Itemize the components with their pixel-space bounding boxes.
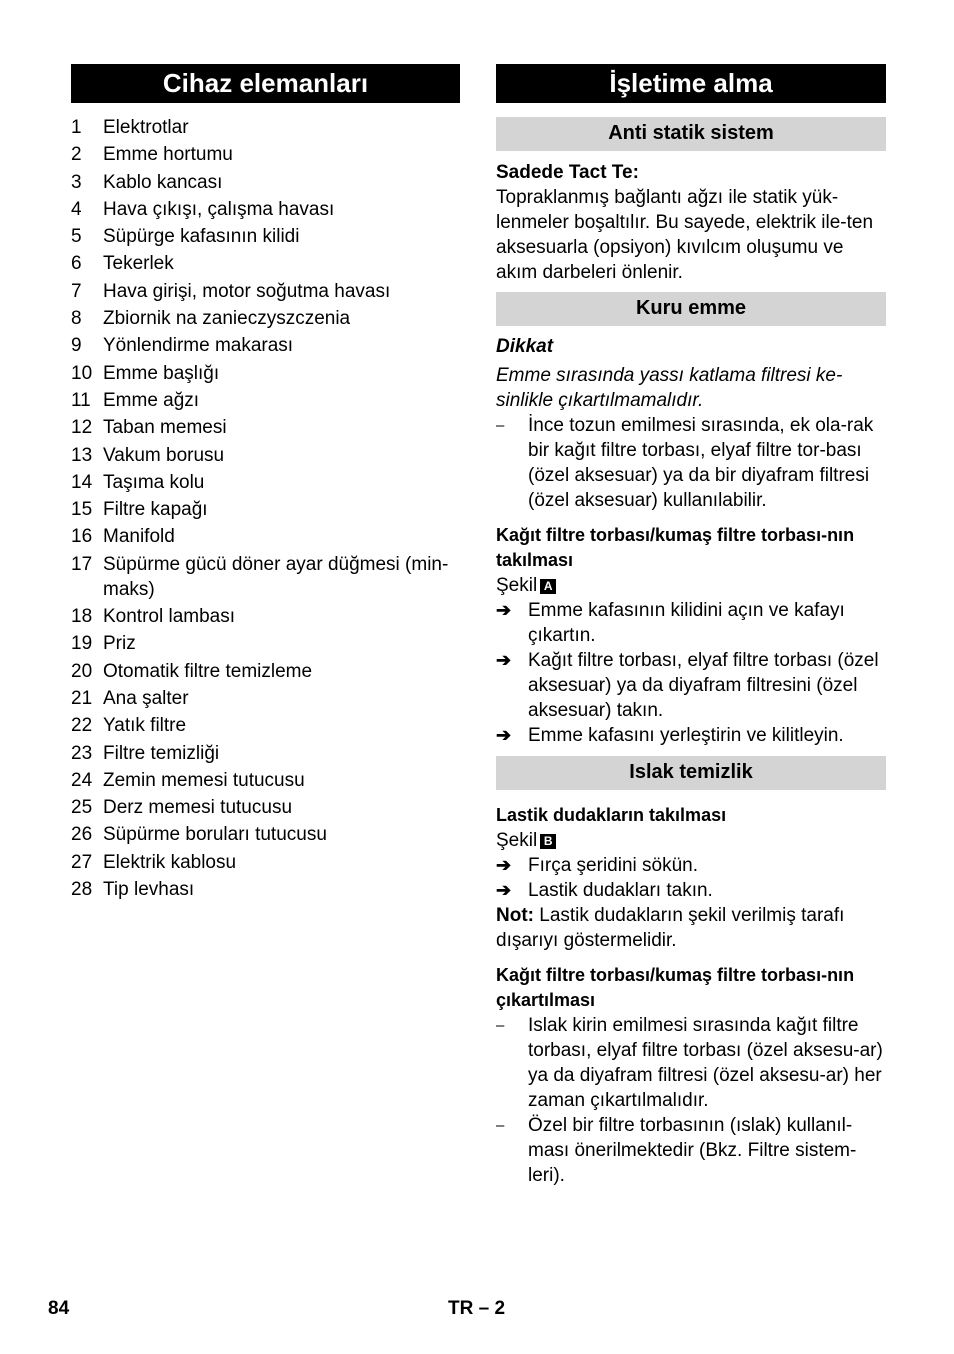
subsection-dry-vacuuming: Kuru emme	[496, 292, 886, 326]
list-item	[71, 768, 460, 793]
figure-label: Şekil	[496, 575, 538, 596]
list-item	[71, 822, 460, 847]
item-label: Süpürme gücü döner ayar düğmesi (min-maks)	[103, 553, 449, 600]
list-item	[71, 443, 460, 468]
step-item-text: Emme kafasını yerleştirin ve kilitleyin.	[528, 725, 844, 746]
parts-list	[71, 115, 460, 902]
item-label: Emme ağzı	[103, 389, 200, 411]
list-item	[71, 197, 460, 222]
item-label: Hava çıkışı, çalışma havası	[103, 198, 335, 220]
note-label: Not:	[496, 905, 534, 926]
item-label: Filtre kapağı	[103, 499, 208, 521]
step-item	[496, 853, 886, 878]
caution-text: Emme sırasında yassı katlama filtresi ke-sinlikle çıkartılmamalıdır.	[496, 365, 843, 411]
section-title-commissioning: İşletime alma	[496, 64, 886, 103]
subsection-wet-cleaning: Islak temizlik	[496, 756, 886, 790]
item-number: 27	[71, 851, 93, 873]
item-number: 7	[71, 280, 82, 302]
list-item	[71, 686, 460, 711]
item-number: 15	[71, 499, 93, 521]
subsection-antistatic: Anti statik sistem	[496, 117, 886, 151]
list-item	[71, 497, 460, 522]
item-number: 6	[71, 253, 82, 275]
antistatic-text: Topraklanmış bağlantı ağzı ile statik yük-lenmeler boşaltılır. Bu sayede, elektrik ile-ten aksesuarla (opsiyon) kıvılcım oluşumu ve akım darbeleri önlenir.	[496, 187, 874, 283]
caution-label: Dikkat	[496, 336, 554, 357]
dash-text: İnce tozun emilmesi sırasında, ek ola-rak bir kağıt filtre torbası, elyaf filtre tor-bası (özel aksesuar) ya da bir diyafram filtresi (özel aksesuar) kullanılabilir.	[528, 415, 874, 511]
arrow-icon: ➔	[496, 725, 512, 745]
dash-marker: –	[496, 417, 505, 434]
item-number: 23	[71, 742, 93, 764]
dash-marker: –	[496, 1117, 505, 1134]
item-label: Ana şalter	[103, 687, 189, 709]
dash-marker: –	[496, 1017, 505, 1034]
list-item	[71, 251, 460, 276]
section-title-device-parts: Cihaz elemanları	[71, 64, 460, 103]
list-item	[71, 850, 460, 875]
dash-item-text: Islak kirin emilmesi sırasında kağıt filtre torbası, elyaf filtre torbası (özel aksesu-ar) ya da diyafram filtresi (özel aksesu-ar) her zaman çıkartılmalıdır.	[528, 1015, 883, 1111]
item-number: 19	[71, 633, 93, 655]
list-item	[71, 470, 460, 495]
item-number: 24	[71, 769, 93, 791]
antistatic-label: Sadede Tact Te:	[496, 162, 639, 183]
item-label: Yönlendirme makarası	[103, 335, 294, 357]
dash-item	[496, 1113, 886, 1188]
removal-notes	[496, 1013, 886, 1188]
figure-b-badge: B	[540, 834, 556, 849]
item-number: 21	[71, 687, 93, 709]
item-label: Elektrotlar	[103, 117, 189, 138]
item-number: 1	[71, 117, 82, 138]
step-item	[496, 878, 886, 903]
install-steps	[496, 598, 886, 748]
list-item	[71, 524, 460, 549]
rubber-lips-heading: Lastik dudakların takılması	[496, 805, 727, 825]
list-item	[71, 170, 460, 195]
item-label: Manifold	[103, 526, 175, 548]
step-item-text: Kağıt filtre torbası, elyaf filtre torbası (özel aksesuar) ya da diyafram filtresini (özel aksesuar) takın.	[528, 650, 879, 721]
list-item	[71, 631, 460, 656]
note-text: Lastik dudakların şekil verilmiş tarafı dışarıyı göstermelidir.	[496, 905, 845, 951]
item-number: 12	[71, 417, 93, 439]
item-label: Filtre temizliği	[103, 742, 220, 764]
list-item	[71, 795, 460, 820]
item-number: 22	[71, 715, 93, 737]
item-label: Hava girişi, motor soğutma havası	[103, 280, 391, 302]
item-number: 8	[71, 308, 82, 330]
item-number: 20	[71, 660, 93, 682]
item-number: 10	[71, 362, 93, 384]
arrow-icon: ➔	[496, 855, 512, 875]
item-number: 28	[71, 879, 93, 901]
item-label: Süpürge kafasının kilidi	[103, 226, 300, 248]
list-item	[71, 388, 460, 413]
figure-label: Şekil	[496, 830, 538, 851]
list-item	[71, 361, 460, 386]
item-number: 18	[71, 606, 93, 628]
figure-reference-a	[496, 573, 886, 598]
item-number: 3	[71, 171, 82, 193]
arrow-icon: ➔	[496, 650, 512, 670]
list-item	[71, 659, 460, 684]
item-label: Zemin memesi tutucusu	[103, 769, 305, 791]
page-number: 84	[48, 1298, 70, 1319]
item-label: Tip levhası	[103, 879, 195, 901]
wet-steps	[496, 853, 886, 903]
step-item-text: Emme kafasının kilidini açın ve kafayı çıkartın.	[528, 600, 845, 646]
item-number: 17	[71, 553, 93, 575]
arrow-icon: ➔	[496, 600, 512, 620]
step-item-text: Lastik dudakları takın.	[528, 880, 713, 901]
item-label: Süpürme boruları tutucusu	[103, 824, 327, 846]
arrow-icon: ➔	[496, 880, 512, 900]
paper-bag-removal-heading: Kağıt filtre torbası/kumaş filtre torbası-nın çıkartılması	[496, 965, 855, 1010]
item-label: Kontrol lambası	[103, 606, 236, 628]
list-item	[71, 142, 460, 167]
left-column	[71, 64, 460, 904]
dash-item	[496, 413, 886, 513]
list-item	[71, 306, 460, 331]
section-code: TR – 2	[448, 1298, 506, 1319]
list-item	[71, 415, 460, 440]
item-number: 26	[71, 824, 93, 846]
item-label: Elektrik kablosu	[103, 851, 237, 873]
item-label: Taban memesi	[103, 417, 227, 439]
list-item	[71, 741, 460, 766]
step-item	[496, 648, 886, 723]
note-paragraph	[496, 903, 886, 953]
item-number: 2	[71, 144, 82, 166]
item-label: Otomatik filtre temizleme	[103, 660, 313, 682]
item-label: Taşıma kolu	[103, 471, 205, 493]
list-item	[71, 877, 460, 902]
item-number: 11	[71, 389, 91, 411]
list-item	[71, 604, 460, 629]
item-number: 4	[71, 198, 82, 220]
dash-item	[496, 1013, 886, 1113]
step-item	[496, 598, 886, 648]
step-item-text: Fırça şeridini sökün.	[528, 855, 699, 876]
item-label: Derz memesi tutucusu	[103, 797, 293, 819]
list-item	[71, 333, 460, 358]
figure-a-badge: A	[540, 579, 556, 594]
list-item	[71, 224, 460, 249]
item-label: Emme hortumu	[103, 144, 233, 166]
item-label: Yatık filtre	[103, 715, 187, 737]
step-item	[496, 723, 886, 748]
item-label: Kablo kancası	[103, 171, 223, 193]
item-label: Priz	[103, 633, 136, 655]
item-label: Zbiornik na zanieczyszczenia	[103, 308, 351, 330]
paper-bag-install-heading: Kağıt filtre torbası/kumaş filtre torbası-nın takılması	[496, 525, 855, 570]
item-label: Vakum borusu	[103, 444, 225, 466]
right-column	[496, 64, 886, 1188]
item-number: 25	[71, 797, 93, 819]
list-item	[71, 552, 460, 602]
list-item	[71, 115, 460, 140]
item-number: 14	[71, 471, 93, 493]
item-number: 16	[71, 526, 93, 548]
item-number: 5	[71, 226, 82, 248]
dash-item-text: Özel bir filtre torbasının (ıslak) kullanıl-ması önerilmektedir (Bkz. Filtre sistem-leri).	[528, 1115, 857, 1186]
item-number: 9	[71, 335, 82, 357]
list-item	[71, 713, 460, 738]
list-item	[71, 279, 460, 304]
item-label: Emme başlığı	[103, 362, 220, 384]
item-number: 13	[71, 444, 93, 466]
item-label: Tekerlek	[103, 253, 174, 275]
figure-reference-b	[496, 828, 886, 853]
